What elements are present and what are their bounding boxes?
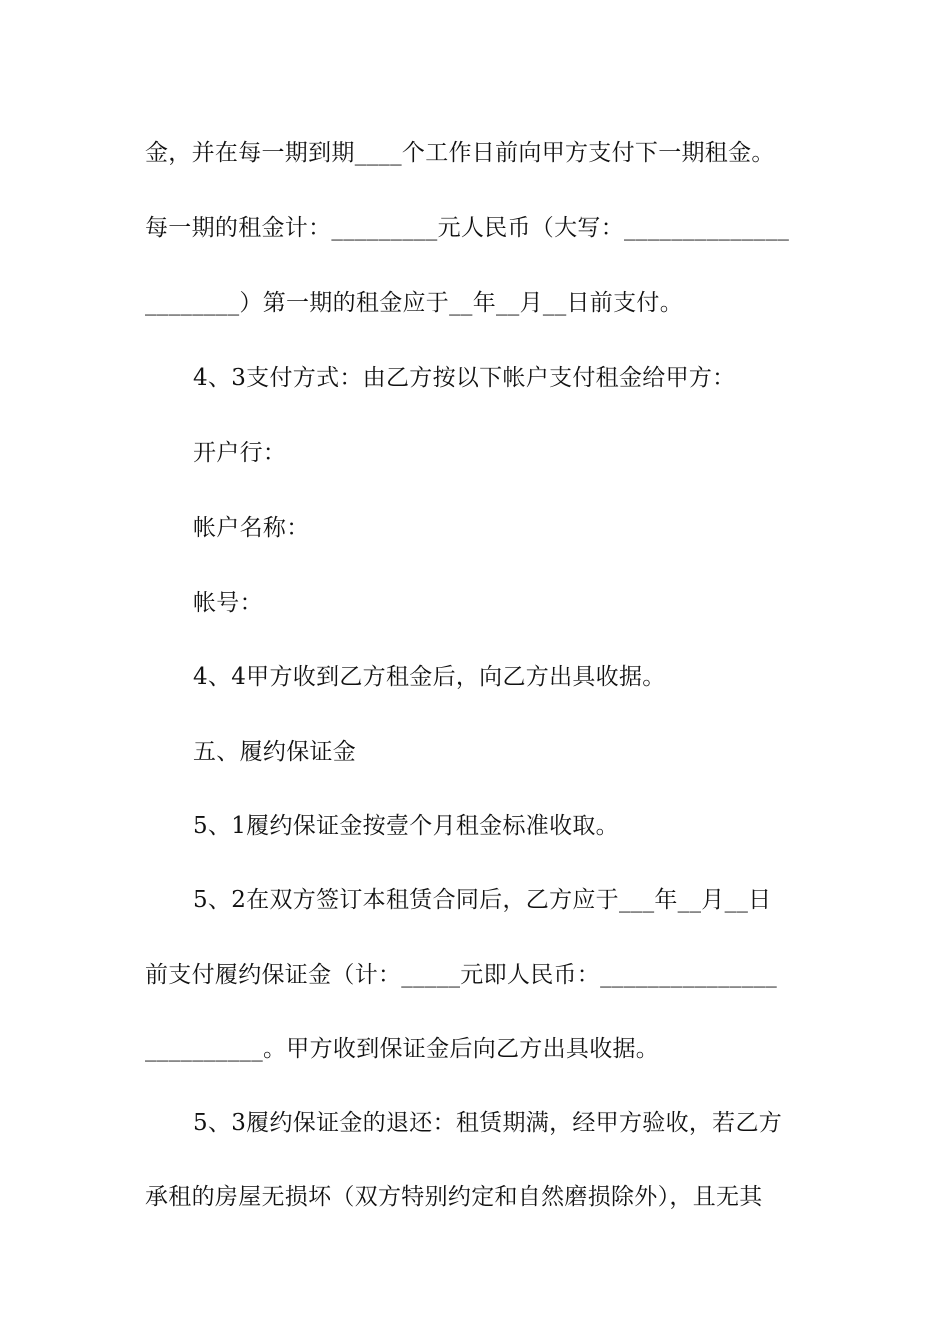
paragraph-line-2: 每一期的租金计：_________元人民币（大写：______________	[145, 215, 790, 241]
paragraph-line-1: 金，并在每一期到期____个工作日前向甲方支付下一期租金。	[145, 140, 775, 166]
section-4-4-receipt: 4、4甲方收到乙方租金后，向乙方出具收据。	[193, 664, 666, 690]
paragraph-line-15: 承租的房屋无损坏（双方特别约定和自然磨损除外），且无其	[145, 1184, 763, 1210]
account-number-label: 帐号：	[193, 590, 263, 616]
bank-name-label: 开户行：	[193, 440, 287, 466]
section-5-3-deposit-refund: 5、3履约保证金的退还：租赁期满，经甲方验收，若乙方	[193, 1110, 783, 1136]
paragraph-line-13: __________。甲方收到保证金后向乙方出具收据。	[145, 1036, 660, 1062]
section-5-1-deposit: 5、1履约保证金按壹个月租金标准收取。	[193, 813, 619, 839]
account-name-label: 帐户名称：	[193, 515, 310, 541]
section-4-3-payment-method: 4、3支付方式：由乙方按以下帐户支付租金给甲方：	[193, 365, 736, 391]
section-5-2-deposit-payment: 5、2在双方签订本租赁合同后，乙方应于___年__月__日	[193, 887, 772, 913]
section-5-heading: 五、履约保证金	[193, 739, 357, 765]
paragraph-line-3: ________）第一期的租金应于__年__月__日前支付。	[145, 290, 683, 316]
paragraph-line-12: 前支付履约保证金（计：_____元即人民币：_______________	[145, 962, 778, 988]
